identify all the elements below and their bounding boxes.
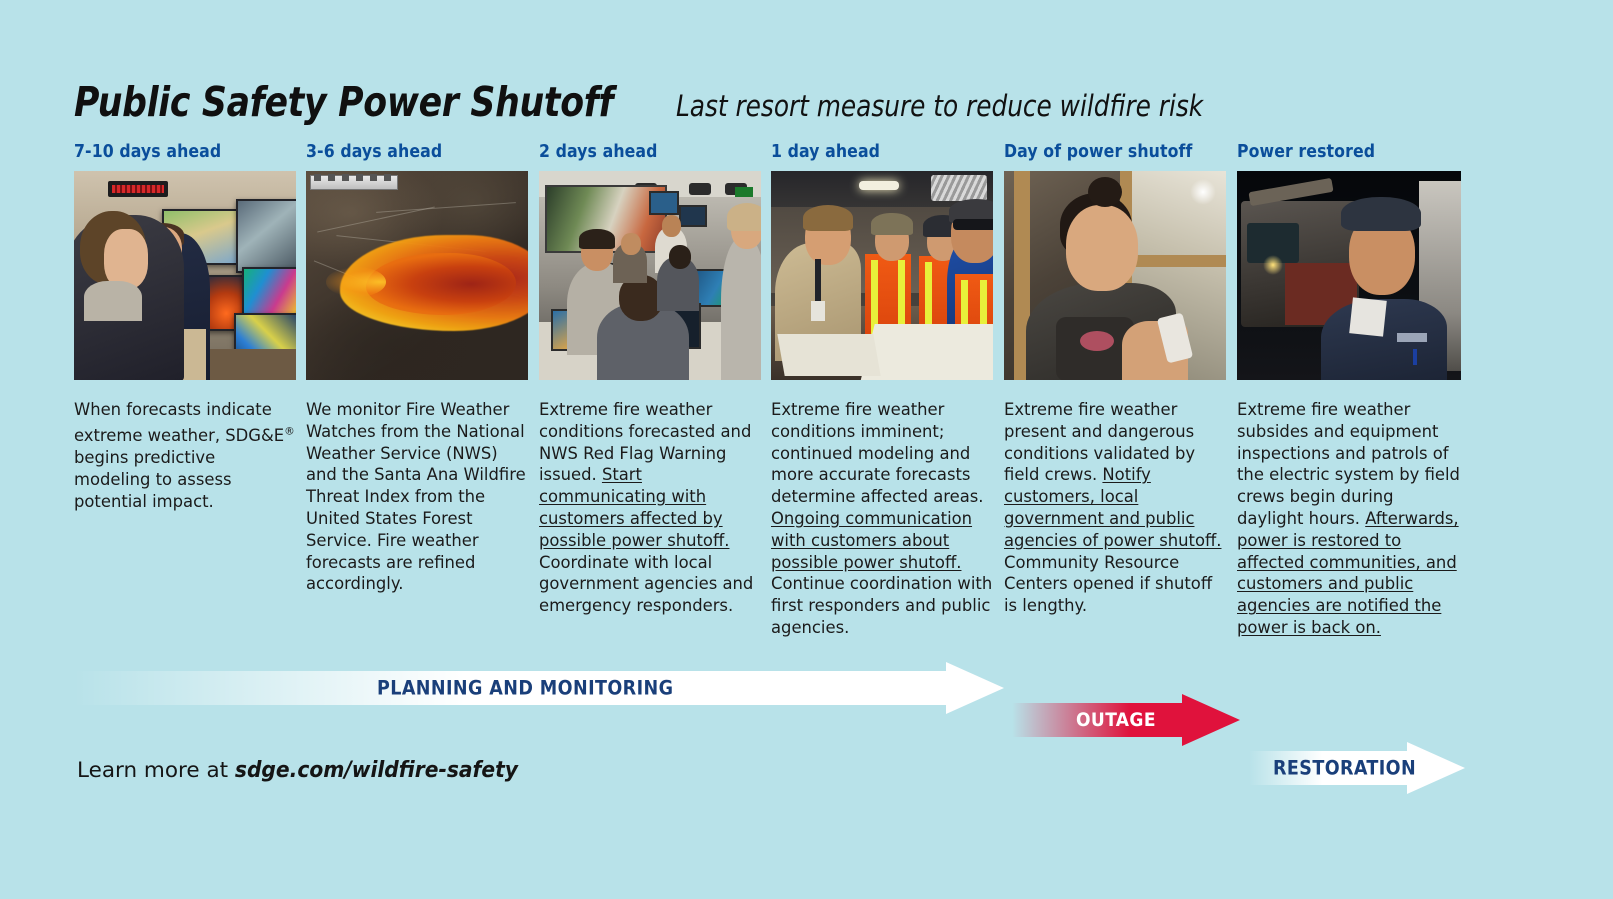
field-crews-reviewing-maps-photo xyxy=(771,171,993,380)
outage-label: OUTAGE xyxy=(1076,709,1156,731)
restoration-label-wrap xyxy=(1249,742,1465,794)
column-heading-6: Power restored xyxy=(1237,142,1376,162)
column-heading-1: 7-10 days ahead xyxy=(74,142,222,162)
restoration-label: RESTORATION xyxy=(1273,756,1417,780)
column-heading-2: 3-6 days ahead xyxy=(306,142,443,162)
customer-checking-phone-photo xyxy=(1004,171,1226,380)
timeline-column-3 xyxy=(539,142,761,617)
emergency-operations-center-photo xyxy=(539,171,761,380)
timeline-column-1 xyxy=(74,142,296,512)
fire-spread-model-map-photo xyxy=(306,171,528,380)
timeline-column-2 xyxy=(306,142,528,595)
page-subtitle: Last resort measure to reduce wildfire risk xyxy=(675,89,1203,123)
outage-label-wrap xyxy=(1012,694,1240,746)
column-text-1: When forecasts indicate extreme weather, SDG&E® begins predictive modeling to assess potential impact. xyxy=(74,400,295,511)
column-text-5: Extreme fire weather present and dangerous conditions validated by field crews. Notify customers, local government and public agencies of power shutoff. Community Resource Centers opened if shutoff is lengthy. xyxy=(1004,400,1222,616)
timeline-column-5 xyxy=(1004,142,1226,617)
column-text-3: Extreme fire weather conditions forecasted and NWS Red Flag Warning issued. Start communicating with customers affected by possible power shutoff. Coordinate with local government agencies and emergency responders. xyxy=(539,400,754,616)
column-text-2: We monitor Fire Weather Watches from the National Weather Service (NWS) and the Santa Ana Wildfire Threat Index from the United States Forest Service. Fire weather forecasts are refined accordingly. xyxy=(306,400,526,594)
column-heading-3: 2 days ahead xyxy=(539,142,658,162)
learn-more-prefix: Learn more at xyxy=(77,758,235,783)
timeline-column-4 xyxy=(771,142,993,639)
learn-more-text xyxy=(77,757,518,783)
planning-and-monitoring-label: PLANNING AND MONITORING xyxy=(377,676,674,700)
column-text-4: Extreme fire weather conditions imminent; continued modeling and more accurate forecasts determine affected areas. Ongoing communication with customers about possible power shutoff. Continue coordination with first responders and public agencies. xyxy=(771,400,993,637)
page-title: Public Safety Power Shutoff xyxy=(74,78,614,126)
meteorologists-control-room-photo xyxy=(74,171,296,380)
column-text-6: Extreme fire weather subsides and equipment inspections and patrols of the electric system by field crews begin during daylight hours. Afterwards, power is restored to affected communities, and customers and public agencies are notified the power is back on. xyxy=(1237,400,1460,637)
column-heading-4: 1 day ahead xyxy=(771,142,881,162)
website-url[interactable]: sdge.com/wildfire-safety xyxy=(234,757,518,783)
lineman-at-night-photo xyxy=(1237,171,1461,380)
column-heading-5: Day of power shutoff xyxy=(1004,142,1193,162)
planning-and-monitoring-label-wrap xyxy=(74,662,1004,714)
timeline-column-6 xyxy=(1237,142,1461,639)
header xyxy=(74,78,1231,126)
